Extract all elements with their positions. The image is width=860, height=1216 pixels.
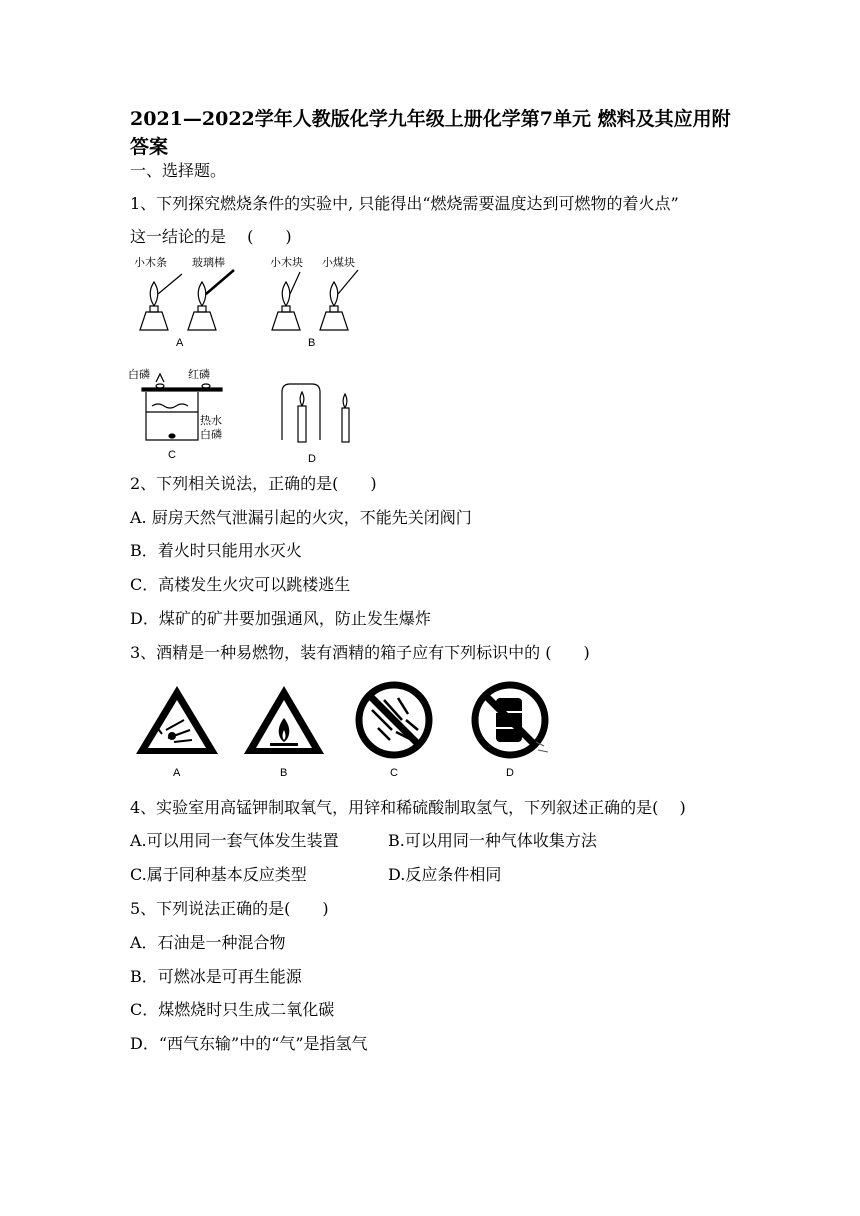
fig-c-label-white-p-2: 白磷 — [200, 429, 222, 441]
fig-a-caption: A — [176, 337, 184, 349]
fig-c-label-white-p: 白磷 — [128, 369, 150, 381]
fig-b-label-coal-block: 小煤块 — [322, 257, 355, 269]
document-title: 2021—2022学年人教版化学九年级上册化学第7单元 燃料及其应用附答案 — [130, 108, 731, 158]
sign-b-caption: B — [280, 767, 288, 779]
q2-stem: 2、下列相关说法，正确的是( ) — [130, 474, 377, 493]
q3-sign-figure — [132, 680, 562, 780]
fig-b-caption: B — [308, 337, 316, 349]
no-fireworks-sign-icon — [359, 685, 429, 755]
q5-option-d: D．“西气东输”中的“气”是指氢气 — [130, 1034, 368, 1053]
sign-c-caption: C — [390, 767, 398, 779]
fig-c-label-hot-water: 热水 — [200, 415, 222, 427]
q4-option-c: C.属于同种基本反应类型 — [130, 865, 307, 884]
alcohol-lamp-icon — [188, 270, 234, 330]
q1-figure-ab — [130, 252, 360, 352]
q3-stem: 3、酒精是一种易燃物，装有酒精的箱子应有下列标识中的 ( ) — [130, 643, 590, 662]
q2-option-c: C．高楼发生火灾可以跳楼逃生 — [130, 575, 351, 594]
q1-stem-line1: 1、下列探究燃烧条件的实验中, 只能得出“燃烧需要温度达到可燃物的着火点” — [130, 194, 679, 213]
explosive-warning-sign-icon — [136, 686, 218, 754]
fig-c-label-red-p: 红磷 — [188, 369, 210, 381]
no-flammable-barrel-sign-icon — [475, 685, 548, 755]
alcohol-lamp-icon — [272, 272, 300, 330]
candle-icon — [282, 384, 349, 442]
fig-d-caption: D — [308, 453, 316, 465]
q4-option-b: B.可以用同一种气体收集方法 — [388, 831, 597, 850]
sign-a-caption: A — [173, 767, 181, 779]
q4-option-a: A.可以用同一套气体发生装置 — [130, 831, 339, 850]
q5-option-c: C．煤燃烧时只生成二氧化碳 — [130, 1000, 335, 1019]
alcohol-lamp-icon — [320, 270, 358, 330]
q5-stem: 5、下列说法正确的是( ) — [130, 899, 329, 918]
fig-b-label-wood-block: 小木块 — [270, 257, 303, 269]
fig-c-caption: C — [168, 449, 176, 461]
q2-option-d: D．煤矿的矿井要加强通风，防止发生爆炸 — [130, 609, 431, 628]
q5-option-a: A．石油是一种混合物 — [130, 933, 286, 952]
q4-option-d: D.反应条件相同 — [388, 865, 502, 884]
fig-a-label-glass-rod: 玻璃棒 — [192, 257, 225, 269]
alcohol-lamp-icon — [140, 274, 182, 330]
q4-stem: 4、实验室用高锰钾制取氧气，用锌和稀硫酸制取氢气，下列叙述正确的是( ) — [130, 798, 686, 817]
sign-d-caption: D — [506, 767, 514, 779]
section-heading: 一、选择题。 — [130, 161, 227, 180]
q2-option-b: B．着火时只能用水灭火 — [130, 541, 302, 560]
q1-stem-line2: 这一结论的是 ( ) — [130, 227, 292, 246]
flammable-warning-sign-icon — [244, 686, 324, 754]
fig-a-label-wood-strip: 小木条 — [134, 257, 167, 269]
q2-option-a: A. 厨房天然气泄漏引起的火灾，不能先关闭阀门 — [130, 508, 472, 527]
q5-option-b: B．可燃冰是可再生能源 — [130, 967, 302, 986]
q1-figure-cd — [128, 362, 368, 470]
